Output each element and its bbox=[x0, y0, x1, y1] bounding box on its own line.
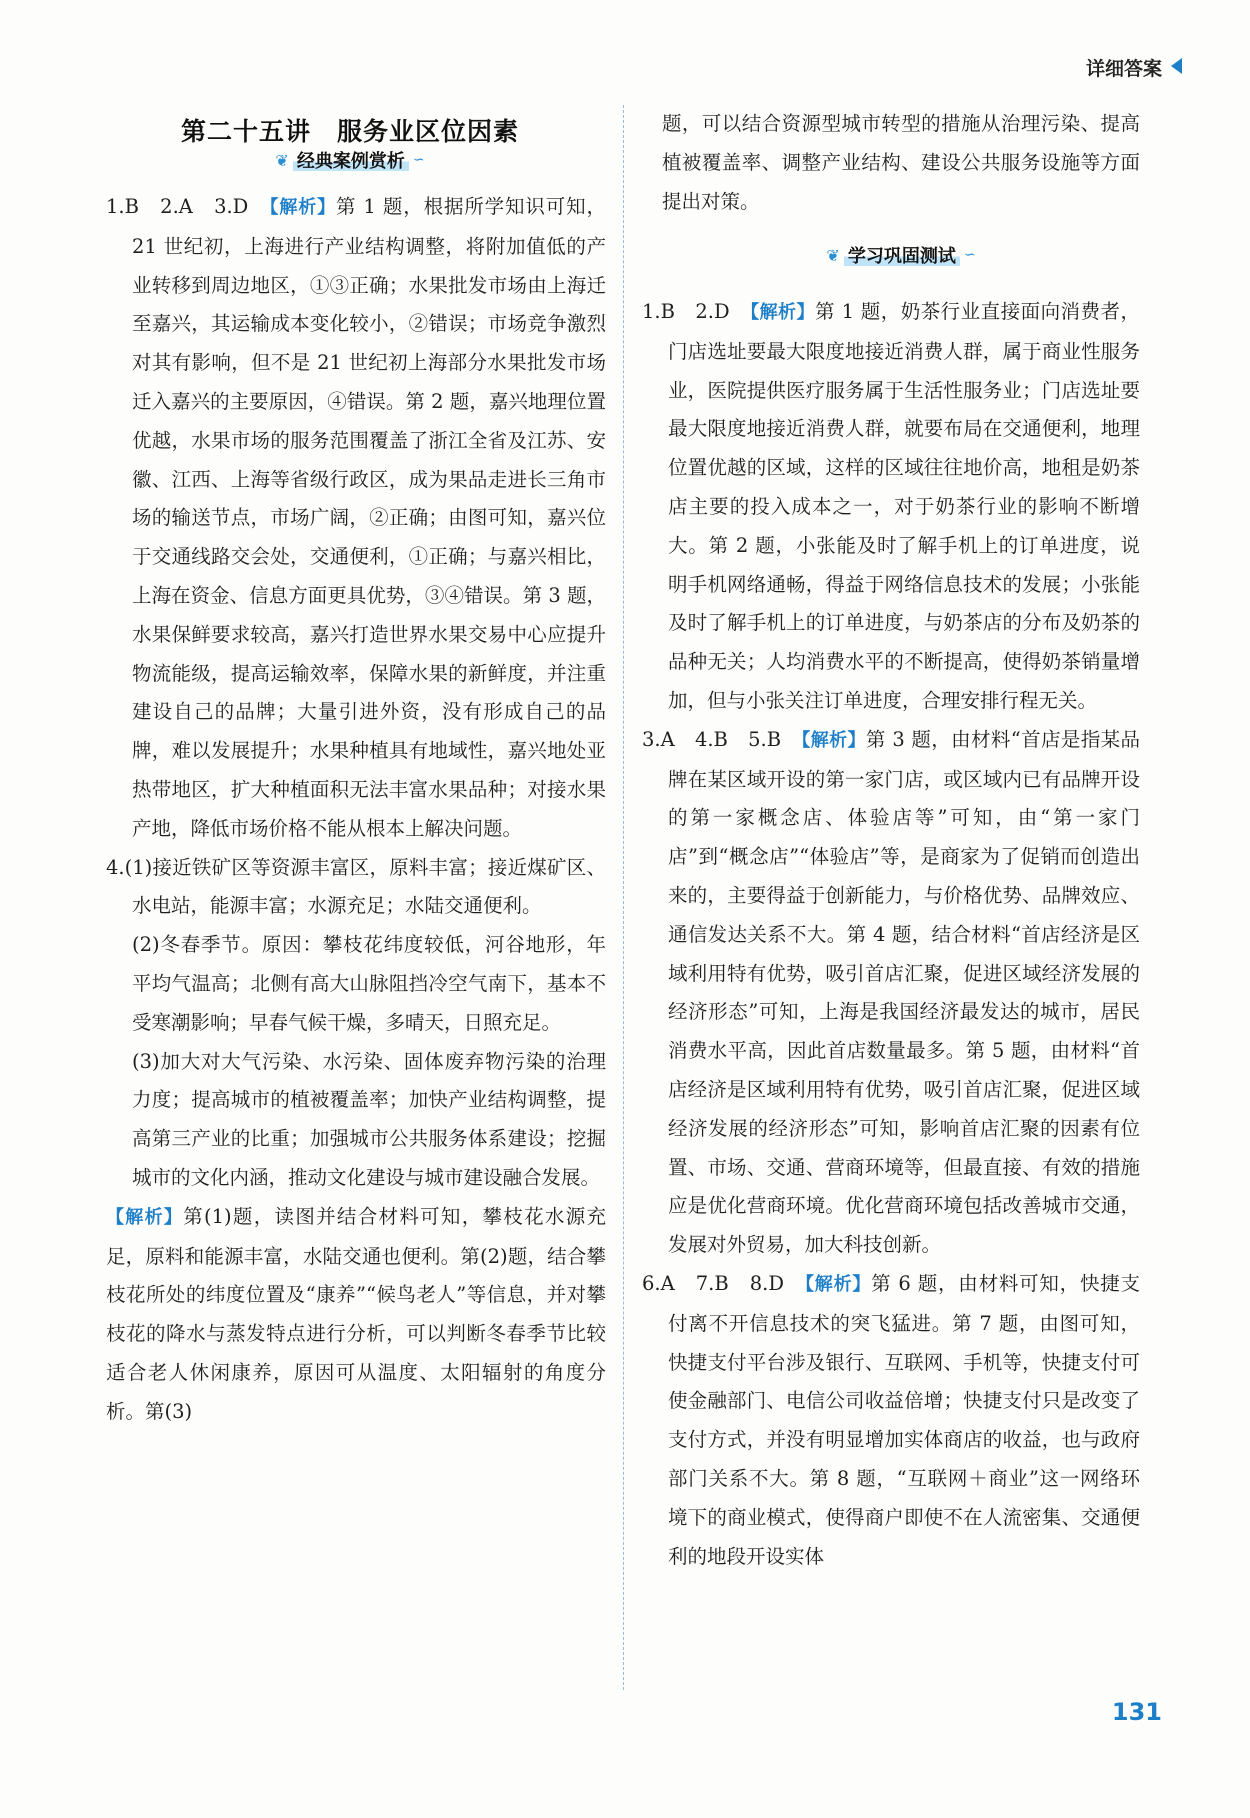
leaf-icon: ❦ bbox=[826, 245, 840, 265]
answer-r-q3-5: 3.A 4.B 5.B 【解析】第 3 题，由材料“首店是指某品牌在某区域开设的第一家门店，或区域内已有品牌开设的第一家概念店、体验店等”可知，由“第一家门店”到“概念店”“体验店”等，是商家为了促销而创造出来的，主要得益于创新能力，与价格优势、品牌效应、通信发达关系不大。第 4 题，结合材料“首店经济是区域利用特有优势，吸引首店汇聚，促进区域经济发展的经济形态”可知，上海是我国经济最发达的城市，居民消费水平高，因此首店数量最多。第 5 题，由材料“首店经济是区域利用特有优势，吸引首店汇聚，促进区域经济发展的经济形态”可知，影响首店汇聚的因素有位置、市场、交通、营商环境等，但最直接、有效的措施应是优化营商环境。优化营商环境包括改善城市交通，发展对外贸易，加大科技创新。 bbox=[642, 727, 1141, 1257]
jiexi-label: 【解析】 bbox=[805, 1273, 872, 1295]
answer-q4-1: 4.(1)接近铁矿区等资源丰富区，原料丰富；接近煤矿区、水电站，能源丰富；水源充足；水陆交通便利。 bbox=[106, 855, 606, 918]
jiexi-label: 【解析】 bbox=[269, 197, 336, 218]
right-column-top bbox=[662, 105, 1140, 221]
jiexi-label: 【解析】 bbox=[750, 302, 816, 323]
swirl-icon: ∽ bbox=[412, 152, 425, 168]
section-head-consolidate bbox=[662, 237, 1140, 273]
right-column bbox=[642, 293, 1140, 1576]
swirl-icon: ∽ bbox=[963, 247, 976, 263]
header-arrow-icon bbox=[1171, 58, 1182, 74]
header-label: 详细答案 bbox=[1085, 58, 1162, 80]
page-number: 131 bbox=[1111, 1698, 1162, 1726]
jiexi-label: 【解析】 bbox=[801, 729, 866, 751]
jiexi-label: 【解析】 bbox=[106, 1206, 184, 1228]
section-head-classic bbox=[110, 142, 590, 178]
left-column bbox=[106, 188, 606, 1432]
answer-r-q6-8: 6.A 7.B 8.D 【解析】第 6 题，由材料可知，快捷支付离不开信息技术的突飞猛进。第 7 题，由图可知，快捷支付平台涉及银行、互联网、手机等，快捷支付可使金融部门、电信公司收益倍增；快捷支付只是改变了支付方式，并没有明显增加实体商店的收益，也与政府部门关系不大。第 8 题，“互联网＋商业”这一网络环境下的商业模式，使得商户即使不在人流密集、交通便利的地段开设实体 bbox=[642, 1271, 1140, 1568]
answer-r-q1-2: 1.B 2.D 【解析】第 1 题，奶茶行业直接面向消费者，门店选址要最大限度地接近消费人群，属于商业性服务业，医院提供医疗服务属于生活性服务业；门店选址要最大限度地接近消费人群，就要布局在交通便利，地理位置优越的区域，这样的区域往往地价高，地租是奶茶店主要的投入成本之一，对于奶茶行业的影响不断增大。第 2 题，小张能及时了解手机上的订单进度，说明手机网络通畅，得益于网络信息技术的发展；小张能及时了解手机上的订单进度，与奶茶店的分布及奶茶的品种无关；人均消费水平的不断提高，使得奶茶销量增加，但与小张关注订单进度，合理安排行程无关。 bbox=[642, 300, 1140, 712]
leaf-icon: ❦ bbox=[275, 150, 289, 170]
section-title-consolidate: 学习巩固测试 bbox=[844, 242, 960, 268]
continued-text: 题，可以结合资源型城市转型的措施从治理污染、提高植被覆盖率、调整产业结构、建设公共服务设施等方面提出对策。 bbox=[662, 112, 1140, 213]
column-divider bbox=[623, 105, 624, 1690]
answer-q1-3: 1.B 2.A 3.D 【解析】第 1 题，根据所学知识可知，21 世纪初，上海进行产业结构调整，将附加值低的产业转移到周边地区，①③正确；水果批发市场由上海迁至嘉兴，其运输成本变化较小，②错误；市场竞争激烈对其有影响，但不是 21 世纪初上海部分水果批发市场迁入嘉兴的主要原因，④错误。第 2 题，嘉兴地理位置优越，水果市场的服务范围覆盖了浙江全省及江苏、安徽、江西、上海等省级行政区，成为果品走进长三角市场的输送节点，市场广阔，②正确；由图可知，嘉兴位于交通线路交会处，交通便利，①正确；与嘉兴相比，上海在资金、信息方面更具优势，③④错误。第 3 题，水果保鲜要求较高，嘉兴打造世界水果交易中心应提升物流能级，提高运输效率，保障水果的新鲜度，并注重建设自己的品牌；大量引进外资，没有形成自己的品牌，难以发展提升；水果种植具有地域性，嘉兴地处亚热带地区，扩大种植面积无法丰富水果品种；对接水果产地，降低市场价格不能从根本上解决问题。 bbox=[106, 195, 606, 840]
answer-q4-2: (2)冬春季节。原因：攀枝花纬度较低，河谷地形，年平均气温高；北侧有高大山脉阻挡冷空气南下，基本不受寒潮影响；早春气候干燥，多晴天，日照充足。 bbox=[132, 933, 606, 1034]
analysis-q4: 【解析】第(1)题，读图并结合材料可知，攀枝花水源充足，原料和能源丰富，水陆交通也便利。第(2)题，结合攀枝花所处的纬度位置及“康养”“候鸟老人”等信息，并对攀枝花的降水与蒸发特点进行分析，可以判断冬春季节比较适合老人休闲康养，原因可从温度、太阳辐射的角度分析。第(3) bbox=[106, 1204, 607, 1423]
section-title-classic: 经典案例赏析 bbox=[293, 147, 409, 173]
lecture-title: 第二十五讲 服务业区位因素 bbox=[180, 117, 519, 146]
answer-q4-3: (3)加大对大气污染、水污染、固体废弃物污染的治理力度；提高城市的植被覆盖率；加快产业结构调整，提高第三产业的比重；加强城市公共服务体系建设；挖掘城市的文化内涵，推动文化建设与城市建设融合发展。 bbox=[132, 1049, 606, 1189]
